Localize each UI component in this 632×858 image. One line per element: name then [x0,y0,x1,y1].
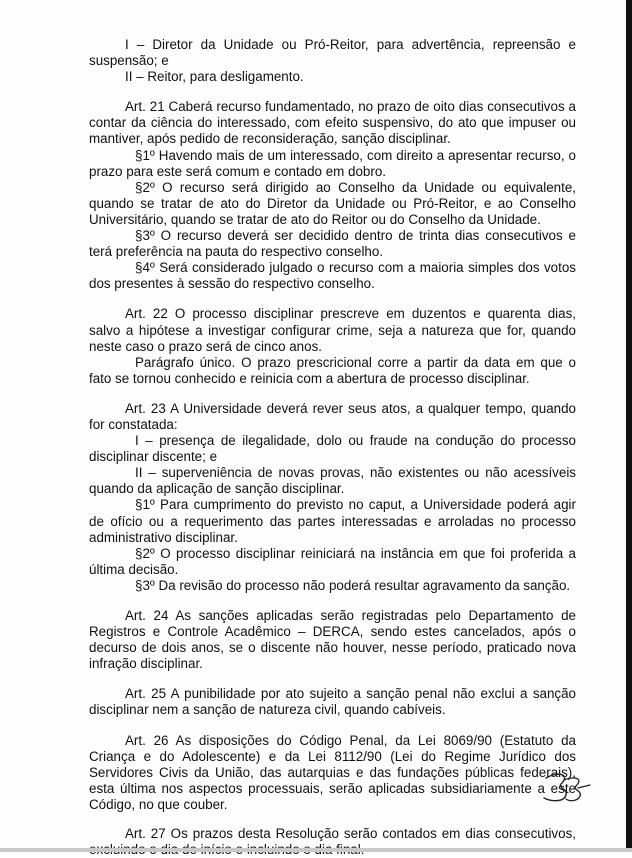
item-ii-reitor: II – Reitor, para desligamento. [125,69,304,85]
art-23-caput: Art. 23 A Universidade deverá rever seus atos, a qualquer tempo, quando for constatada: [89,400,576,432]
art-25: Art. 25 A punibilidade por ato sujeito a sanção penal não exclui a sanção disciplinar nem a sanção de natureza civil, quando cabíveis. [89,686,576,718]
item-i-diretor: I – Diretor da Unidade ou Pró-Reitor, para advertência, repreensão e suspensão; e [89,37,576,69]
art-23-paragraph-1: §1º Para cumprimento do previsto no caput, a Universidade poderá agir de ofício ou a requerimento das partes interessadas e arroladas no processo administrativo disciplinar. [89,497,576,545]
scan-edge-right [626,0,632,852]
scan-edge-bottom [0,848,632,852]
art-23-item-ii: II – superveniência de novas provas, não existentes ou não acessíveis quando da aplicação de sanção disciplinar. [89,465,576,497]
art-22-caput: Art. 22 O processo disciplinar prescreve em duzentos e quarenta dias, salvo a hipótese a investigar configurar crime, seja a natureza que for, quando neste caso o prazo será de cinco anos. [89,306,576,354]
art-23-item-i: I – presença de ilegalidade, dolo ou fraude na condução do processo disciplinar discente; e [89,433,576,465]
document-body [89,37,576,858]
art-21-paragraph-2: §2º O recurso será dirigido ao Conselho da Unidade ou equivalente, quando se tratar de ato do Diretor da Unidade ou Pró-Reitor, e ao Conselho Universitário, quando se tratar de ato do Reitor ou do Conselho da Unidade. [89,179,576,227]
handwritten-initials-signature [540,768,592,808]
art-21-paragraph-4: §4º Será considerado julgado o recurso com a maioria simples dos votos dos presentes à sessão do respectivo conselho. [89,260,576,292]
art-23-paragraph-3: §3º Da revisão do processo não poderá resultar agravamento da sanção. [135,577,571,593]
art-21-paragraph-3: §3º O recurso deverá ser decidido dentro de trinta dias consecutivos e terá preferência na pauta do respectivo conselho. [89,228,576,260]
art-27: Art. 27 Os prazos desta Resolução serão contados em dias consecutivos, [125,826,576,842]
art-21-paragraph-1: §1º Havendo mais de um interessado, com direito a apresentar recurso, o prazo para este será comum e contado em dobro. [89,147,576,179]
art-23-paragraph-2: §2º O processo disciplinar reiniciará na instância em que foi proferida a última decisão. [89,545,576,577]
art-21-caput: Art. 21 Caberá recurso fundamentado, no prazo de oito dias consecutivos a contar da ciência do interessado, com efeito suspensivo, do ato que impuser ou mantiver, após pedido de reconsideração, sanção disciplinar. [89,99,576,147]
art-22-paragrafo-unico: Parágrafo único. O prazo prescricional corre a partir da data em que o fato se tornou conhecido e reinicia com a abertura de processo disciplinar. [89,354,576,386]
art-24: Art. 24 As sanções aplicadas serão registradas pelo Departamento de Registros e Controle Acadêmico – DERCA, sendo estes cancelados, após o decurso de dois anos, se o discente não houver, nesse período, praticado nova infração disciplinar. [89,608,576,672]
art-26: Art. 26 As disposições do Código Penal, da Lei 8069/90 (Estatuto da Criança e do Adolescente) e da Lei 8112/90 (Lei do Regime Jurídico dos Servidores Civis da União, das autarquias e das fundações públicas federais), esta última nos aspectos processuais, serão aplicadas subsidiariamente a este Código, no que couber. [89,732,576,812]
